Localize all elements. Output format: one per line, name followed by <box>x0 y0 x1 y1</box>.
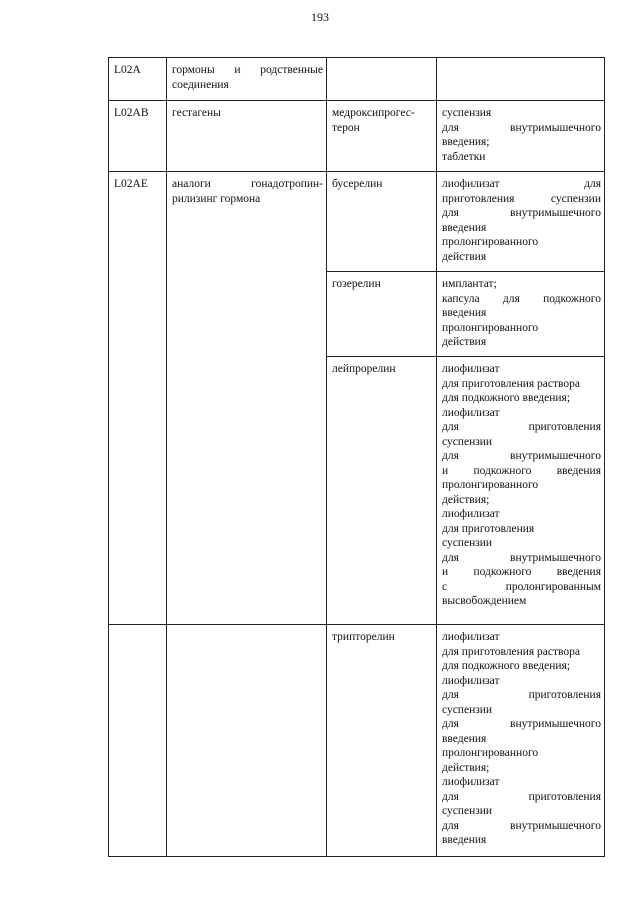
form-line: введения; <box>442 136 490 148</box>
atc-code-cell <box>109 625 167 857</box>
group-line: аналоги гонадотропин- <box>172 178 323 190</box>
group-cell <box>167 58 327 101</box>
form-line: пролонгированного <box>442 321 539 334</box>
drug-cell: трипторелин <box>327 625 437 857</box>
form-line: введения <box>442 732 487 745</box>
form-line: для приготовления <box>442 790 601 803</box>
table-row-l02ae <box>109 172 605 272</box>
form-line: для внутримышечного <box>442 121 601 134</box>
form-line: пролонгированного <box>442 747 539 759</box>
drug-cell <box>327 101 437 172</box>
form-line: суспензия <box>442 107 492 119</box>
form-line: действия <box>442 250 487 263</box>
form-line: с пролонгированным <box>442 580 601 593</box>
form-line: лиофилизат <box>442 363 500 375</box>
group-line: соединения <box>172 78 229 91</box>
group-line: гестагены <box>172 107 221 119</box>
form-line: для внутримышечного <box>442 551 601 564</box>
form-line: введения <box>442 834 487 846</box>
form-line: суспензии <box>442 703 493 716</box>
form-line: для внутримышечного <box>442 207 601 219</box>
form-line: для приготовления раствора <box>442 645 580 658</box>
drug-line: медроксипрогес- <box>332 107 415 119</box>
atc-code-cell: L02AE <box>109 172 167 625</box>
form-line: лиофилизат для <box>442 178 601 190</box>
form-line: суспензии <box>442 435 493 448</box>
form-line: лиофилизат <box>442 776 500 788</box>
form-line: приготовления суспензии <box>442 192 601 205</box>
form-cell <box>437 625 605 857</box>
group-cell <box>167 172 327 625</box>
form-line: действия; <box>442 493 490 506</box>
form-line: лиофилизат <box>442 674 500 687</box>
drug-cell: бусерелин <box>327 172 437 272</box>
form-line: действия; <box>442 761 490 774</box>
atc-code-cell: L02AB <box>109 101 167 172</box>
drug-table <box>108 57 605 857</box>
drug-cell: гозерелин <box>327 272 437 357</box>
form-line: суспензии <box>442 805 493 817</box>
form-line: лиофилизат <box>442 508 500 520</box>
form-cell <box>437 357 605 625</box>
form-cell <box>437 58 605 101</box>
form-line: для подкожного введения; <box>442 392 571 404</box>
form-line: пролонгированного <box>442 479 539 491</box>
form-line: для приготовления раствора <box>442 377 580 390</box>
form-line: суспензии <box>442 537 493 549</box>
form-line: и подкожного введения <box>442 566 601 578</box>
form-line: для приготовления <box>442 522 535 535</box>
atc-code-cell: L02A <box>109 58 167 101</box>
form-line: введения <box>442 221 487 234</box>
form-line: имплантат; <box>442 278 497 290</box>
table-row-l02ab <box>109 101 605 172</box>
form-line: для внутримышечного <box>442 718 601 730</box>
form-line: для приготовления <box>442 689 601 701</box>
form-cell <box>437 272 605 357</box>
form-line: введения <box>442 307 487 319</box>
group-cell <box>167 101 327 172</box>
form-line: лиофилизат <box>442 406 500 419</box>
form-line: действия <box>442 336 487 348</box>
form-line: таблетки <box>442 150 486 163</box>
form-line: пролонгированного <box>442 236 539 248</box>
group-line: рилизинг гормона <box>172 192 261 205</box>
form-line: для приготовления <box>442 421 601 433</box>
table-row-l02a <box>109 58 605 101</box>
form-line: для подкожного введения; <box>442 660 571 672</box>
form-line: высвобождением <box>442 595 527 607</box>
form-cell <box>437 101 605 172</box>
form-line: для внутримышечного <box>442 450 601 462</box>
table-row-triptorelin <box>109 625 605 857</box>
drug-cell: лейпрорелин <box>327 357 437 625</box>
group-cell <box>167 625 327 857</box>
form-line: капсула для подкожного <box>442 292 601 305</box>
form-cell <box>437 172 605 272</box>
group-line: гормоны и родственные <box>172 64 323 76</box>
drug-line: терон <box>332 121 360 134</box>
form-line: для внутримышечного <box>442 819 601 832</box>
drug-cell <box>327 58 437 101</box>
page-number: 193 <box>311 10 329 24</box>
form-line: лиофилизат <box>442 631 500 643</box>
form-line: и подкожного введения <box>442 464 601 477</box>
